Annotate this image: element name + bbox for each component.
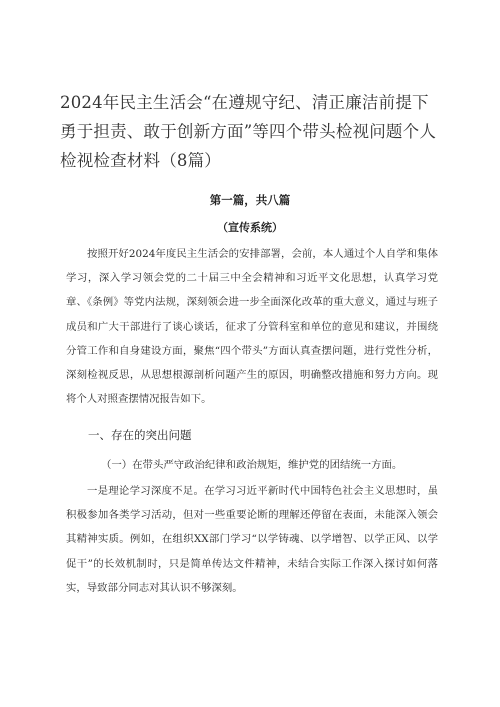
- document-title: 2024年民主生活会“在遵规守纪、清正廉洁前提下勇于担责、敢于创新方面”等四个带头检视问题个人检视检查材料（8篇）: [60, 93, 437, 170]
- subsection-heading: （一）在带头严守政治纪律和政治规矩，维护党的团结统一方面。: [101, 459, 403, 471]
- body-paragraph: 一是理论学习深度不足。在学习习近平新时代中国特色社会主义思想时，虽积极参加各类学习活动，但对一些重要论断的理解还停留在表面，未能深入领会其精神实质。例如，在组织XX部门学习“以学铸魂、以学增智、以学正风、以学促干”的长效机制时，只是简单传达文件精神，未结合实际工作深入探讨如何落实，导致部分同志对其认识不够深刻。: [66, 485, 438, 594]
- chapter-label: 第一篇，共八篇: [209, 193, 291, 207]
- section-heading: 一、存在的突出问题: [88, 428, 192, 442]
- intro-paragraph: 按照开好2024年度民主生活会的安排部署，会前，本人通过个人自学和集体学习，深入学习领会党的二十届三中全会精神和习近平文化思想，认真学习党章、《条例》等党内法规，深刻领会进一步全面深化改革的重大意义，通过与班子成员和广大干部进行了谈心谈话，征求了分管科室和单位的意见和建议，并围绕分管工作和自身建设方面，聚焦“四个带头”方面认真查摆问题，进行党性分析，深刻检视反思，从思想根源剖析问题产生的原因，明确整改措施和努力方向。现将个人对照查摆情况报告如下。: [66, 248, 438, 406]
- department-label: （宣传系统）: [217, 221, 283, 234]
